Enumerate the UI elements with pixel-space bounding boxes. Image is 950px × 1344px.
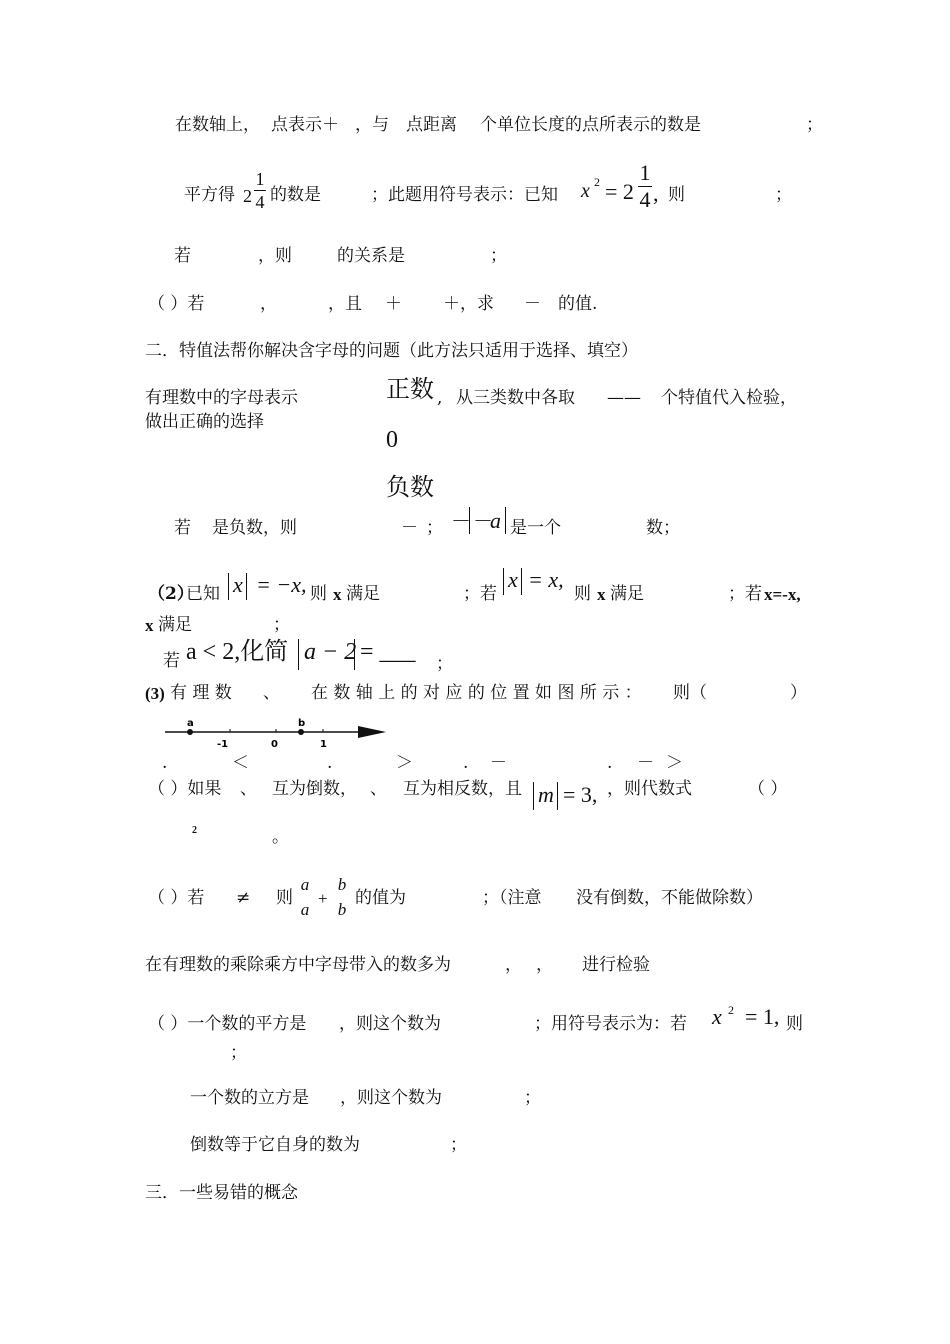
minus: － xyxy=(473,511,493,533)
tick-label: -1 xyxy=(217,739,229,750)
plus: + xyxy=(318,889,328,908)
text: 、 xyxy=(263,683,280,703)
option-text: . xyxy=(327,753,333,773)
text: ； xyxy=(450,1135,467,1155)
text: 个特值代入检验， xyxy=(661,388,797,408)
text: 一个数的立方是 xyxy=(190,1088,309,1108)
text: （ ） xyxy=(748,779,788,799)
category-zero: 0 xyxy=(386,427,398,453)
text: 做出正确的选择 xyxy=(145,412,264,432)
text: 若 xyxy=(174,246,191,266)
text: ，且 xyxy=(328,294,362,314)
exponent: 2 xyxy=(594,175,600,189)
point-a xyxy=(187,729,193,735)
text: 的值. xyxy=(558,294,598,314)
section-heading: 三．一些易错的概念 xyxy=(145,1183,298,1203)
denominator: 4 xyxy=(639,187,651,212)
question-number: (3) xyxy=(145,684,165,703)
text: 个单位长度的点所表示的数是 xyxy=(480,115,701,135)
numerator: b xyxy=(337,875,347,894)
text: 已知 xyxy=(186,584,220,604)
text: 则 xyxy=(786,1014,803,1034)
number-line xyxy=(160,712,400,752)
mixed-whole: 2 xyxy=(243,186,252,206)
text: 在数轴上， xyxy=(175,115,260,135)
abs-bar-right xyxy=(354,639,355,670)
text: ； xyxy=(775,185,792,205)
text: 的数是 xyxy=(270,185,321,205)
variable: x xyxy=(712,1004,722,1029)
text: ，则代数式 xyxy=(607,779,692,799)
option-text: － xyxy=(490,753,507,773)
equation: = x, xyxy=(528,567,564,592)
text: ； xyxy=(273,615,290,635)
fraction xyxy=(298,876,312,918)
text: 平方得 xyxy=(184,185,235,205)
equation: = −x, xyxy=(256,572,307,597)
text: ； xyxy=(806,115,823,135)
text: （ ）若 xyxy=(148,888,205,908)
option-text: ＜ xyxy=(232,753,249,773)
abs-bar-left xyxy=(469,507,470,534)
text: 满足 xyxy=(610,584,644,604)
text: 则 xyxy=(276,888,293,908)
text: 的关系是 xyxy=(337,246,405,266)
abs-bar-right xyxy=(505,507,506,534)
text: ；用符号表示为：若 xyxy=(534,1014,687,1034)
point-b xyxy=(298,729,304,735)
variable: m xyxy=(538,782,554,807)
text: 若 xyxy=(174,518,191,538)
text: x xyxy=(145,616,154,635)
denominator: a xyxy=(300,900,310,919)
category-negative: 负数 xyxy=(386,473,434,501)
text: 互为倒数， xyxy=(272,779,357,799)
text: 是负数，则 xyxy=(212,518,297,538)
text: 在 数 轴 上 的 对 应 的 位 置 如 图 所 示 ： xyxy=(311,683,642,703)
option-text: . xyxy=(463,753,469,773)
fraction xyxy=(254,170,266,211)
abs-bar-right xyxy=(246,573,247,600)
text: ＋，求 xyxy=(443,294,494,314)
fraction xyxy=(335,876,349,918)
option-text: . xyxy=(162,753,168,773)
variable: a xyxy=(490,508,501,533)
text: 则 xyxy=(310,584,327,604)
text: （ ）一个数的平方是 xyxy=(148,1014,307,1034)
text: 则（ xyxy=(673,683,707,703)
numerator: 1 xyxy=(639,160,651,185)
label-a: a xyxy=(187,718,194,729)
text: —— xyxy=(607,388,641,408)
variable: x xyxy=(581,180,590,202)
superscript: 2 xyxy=(192,825,197,836)
abs-bar-left xyxy=(503,568,504,595)
text: ； xyxy=(426,518,443,538)
text: 点表示＋ xyxy=(271,115,339,135)
text: 点距离 xyxy=(406,115,457,135)
text: 倒数等于它自身的数为 xyxy=(190,1135,360,1155)
text: 在有理数的乘除乘方中字母带入的数多为 xyxy=(145,955,451,975)
equation: = 3, xyxy=(563,782,598,807)
text: ； xyxy=(524,1088,541,1108)
text: 则 xyxy=(574,584,591,604)
text: x=-x, xyxy=(764,585,801,604)
text: ，与 xyxy=(355,115,389,135)
text: 则 xyxy=(668,185,685,205)
option-text: ＞ xyxy=(396,753,413,773)
text: 、 xyxy=(370,779,387,799)
arrow-head xyxy=(358,726,386,738)
text: ≠ xyxy=(236,888,251,908)
abs-bar-left xyxy=(298,639,299,670)
option-text: － xyxy=(637,753,654,773)
text: ， xyxy=(536,955,553,975)
variable: x xyxy=(233,572,243,597)
text: 进行检验 xyxy=(582,955,650,975)
text: 、 xyxy=(240,779,257,799)
text: ） xyxy=(790,683,807,703)
text: 有 理 数 xyxy=(170,683,232,703)
text: （ ）如果 xyxy=(148,779,222,799)
text: , xyxy=(437,388,443,408)
text: 若 xyxy=(163,651,180,671)
option-text: . xyxy=(607,753,613,773)
abs-bar-right xyxy=(521,568,522,595)
answer-blank: = ___ xyxy=(360,639,416,665)
equation: a − 2 xyxy=(304,639,357,665)
text: ， xyxy=(260,294,277,314)
text: x xyxy=(333,585,342,604)
text: （ ）若 xyxy=(148,294,205,314)
text: － xyxy=(401,518,418,538)
text: － xyxy=(524,294,541,314)
variable: x xyxy=(508,567,518,592)
text: ；若 xyxy=(463,584,497,604)
text: ； xyxy=(230,1043,247,1063)
label-b: b xyxy=(298,718,306,729)
text: 有理数中的字母表示 xyxy=(145,388,298,408)
text: ，则 xyxy=(258,246,292,266)
equation: a < 2,化简 xyxy=(186,639,289,665)
text: 满足 xyxy=(346,584,380,604)
minus: － xyxy=(451,511,471,533)
denominator: 4 xyxy=(255,192,265,212)
text: 是一个 xyxy=(510,518,561,538)
text: ； xyxy=(490,246,507,266)
text: ；此题用符号表示：已知 xyxy=(371,185,558,205)
text: ；（注意 xyxy=(482,888,542,908)
equals: = 2 xyxy=(605,179,634,204)
category-positive: 正数 xyxy=(386,375,434,403)
section-heading: 二．特值法帮你解决含字母的问题（此方法只适用于选择、填空） xyxy=(145,341,638,361)
text: ， xyxy=(505,955,522,975)
text: 满足 xyxy=(158,615,192,635)
fraction xyxy=(638,162,652,211)
equation: = 1, xyxy=(745,1004,780,1029)
text: ；若 xyxy=(728,584,762,604)
numerator: a xyxy=(300,875,310,894)
tick-label: 0 xyxy=(271,739,278,750)
text: ，则这个数为 xyxy=(339,1014,441,1034)
text: x xyxy=(597,585,606,604)
text: ； xyxy=(436,654,453,674)
text: 没有倒数，不能做除数） xyxy=(576,888,763,908)
option-text: ＞ xyxy=(666,753,683,773)
abs-bar-left xyxy=(228,573,229,600)
text: 。 xyxy=(272,827,289,847)
exponent: 2 xyxy=(728,1003,734,1017)
text: 数； xyxy=(646,518,680,538)
comma: , xyxy=(653,181,659,206)
abs-bar-right xyxy=(557,782,558,810)
question-number: （2） xyxy=(148,584,194,604)
text: 互为相反数，且 xyxy=(403,779,522,799)
numerator: 1 xyxy=(255,169,265,189)
text: 的值为 xyxy=(355,888,406,908)
text: ＋ xyxy=(385,294,402,314)
abs-bar-left xyxy=(533,782,534,810)
denominator: b xyxy=(337,900,347,919)
text: ，则这个数为 xyxy=(340,1088,442,1108)
text: 从三类数中各取 xyxy=(456,388,575,408)
tick-label: 1 xyxy=(320,739,327,750)
